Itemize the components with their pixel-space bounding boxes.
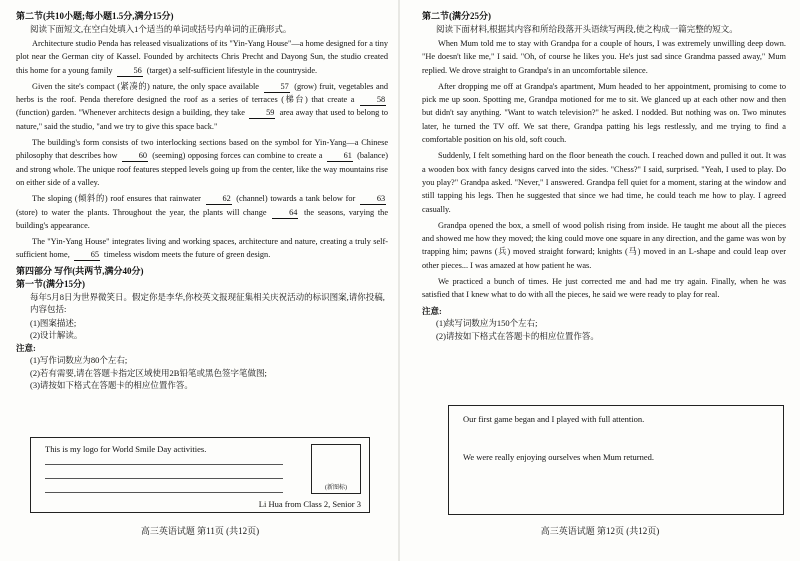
- passage-paragraph-3: The building's form consists of two interlocking sections based on the symbol for Yin-Yang—a Chinese philosophy that describes how 60 (seeming) opposing forces can combine to create a 61 (balance) and strong whole. The unique roof features stepped levels going up from the center, like the way mountains rise on either side of a valley.: [16, 138, 388, 187]
- passage-paragraph-2: Given the site's compact (紧凑的) nature, the only space available 57 (grow) fruit, vegetables and herbs is the roof. Penda therefore designed the roof as a series of terraces (梯台) that create a 58 (function) garden. "Whenever architects design a building, they take 59 area away that used to belong to nature," said the studio, "and we try to give this space back.": [16, 81, 389, 131]
- passage-paragraph-1: Architecture studio Penda has released visualizations of its "Yin-Yang House"—a home designed for a tiny plot near the German city of Kassel. Founded by architects Chris Precht and Dayong Sun, the studio created this home for a young family 56 (target) a self-sufficient lifestyle in the countryside.: [16, 39, 388, 75]
- story-paragraph: We practiced a bunch of times. He just corrected me and had me try again. Finally, when he was satisfied that I knew what to do with all the pieces, he said we were ready to play for real.: [422, 277, 786, 300]
- note-item: (1)写作词数应为80个左右;: [30, 355, 128, 366]
- writing-line: [45, 478, 283, 479]
- instruction: 阅读下面短文,在空白处填入1个适当的单词或括号内单词的正确形式。: [30, 24, 292, 34]
- story-paragraph: Suddenly, I felt something hard on the floor beneath the couch. I reached down and pulled it out. It was a wooden box with fancy designs carved into the sides. "Chess?" I said, surprised. "Yeah, I used to play. Do you play?" Grandpa asked. "Never," I answered. Grandpa fell quiet for a moment, staring at the window and still tapping his legs. Then he suggested that since we had time, he could teach me how to play. I agreed casually.: [422, 151, 786, 214]
- blank-64: 64: [272, 208, 298, 219]
- section-heading: 第二节(共10小题;每小题1.5分,满分15分): [16, 11, 174, 21]
- page-footer: 高三英语试题 第12页 (共12页): [540, 526, 660, 536]
- passage-paragraph-5: The "Yin-Yang House" integrates living and working spaces, architecture and nature, creating a truly self-sufficient home, 65 timeless wisdom meets the future of green design.: [16, 237, 388, 260]
- paragraph-starter-2: We were really enjoying ourselves when Mum returned.: [463, 452, 654, 462]
- story-paragraph: When Mum told me to stay with Grandpa for a couple of hours, I was extremely unwilling deep down. "He doesn't like me," I said. "Oh, of course he likes you. He's just sad since Grandma passed away," Mum replied. We drove straight to Grandpa's in an uncomfortable silence.: [422, 39, 786, 75]
- answer-box-logo: [30, 437, 370, 513]
- blank-65: 65: [74, 250, 100, 261]
- writing-task: 每年5月8日为世界微笑日。假定你是李华,你校英文报现征集相关庆祝活动的标识图案,请你投稿,内容包括:: [30, 291, 385, 314]
- note-heading: 注意:: [422, 305, 442, 316]
- passage-paragraph-4: The sloping (倾斜的) roof ensures that rainwater 62 (channel) towards a tank below for 63 (store) to water the plants. Throughout the year, the plants will change 64 the seasons, varying the building's appearance.: [16, 194, 389, 230]
- note-item: (2)请按如下格式在答题卡的相应位置作答。: [436, 330, 599, 341]
- answer-box-continuation: [448, 405, 784, 515]
- blank-57: 57: [264, 82, 290, 93]
- blank-61: 61: [327, 151, 353, 162]
- part-heading: 第四部分 写作(共两节,满分40分): [16, 265, 144, 276]
- section-heading: 第二节(满分25分): [422, 11, 491, 21]
- answer-box-prompt: This is my logo for World Smile Day activities.: [45, 444, 207, 454]
- blank-56: 56: [117, 66, 143, 77]
- blank-59: 59: [249, 108, 275, 119]
- logo-drawing-box: [311, 444, 361, 494]
- blank-62: 62: [206, 194, 232, 205]
- note-item: (2)若有需要,请在答题卡指定区域使用2B铅笔或黑色签字笔做图;: [30, 367, 267, 378]
- writing-line: [45, 464, 283, 465]
- instruction: 阅读下面材料,根据其内容和所给段落开头语续写两段,使之构成一篇完整的短文。: [436, 24, 738, 34]
- logo-box-label: (新图标): [325, 485, 347, 491]
- note-item: (3)请按如下格式在答题卡的相应位置作答。: [30, 380, 193, 391]
- paragraph-starter-1: Our first game began and I played with full attention.: [463, 414, 645, 424]
- task-item: (1)图案描述;: [30, 317, 77, 328]
- section-heading-writing: 第一节(满分15分): [16, 278, 85, 289]
- blank-63: 63: [360, 194, 386, 205]
- page-footer: 高三英语试题 第11页 (共12页): [140, 526, 260, 536]
- note-heading: 注意:: [16, 342, 36, 353]
- blank-60: 60: [122, 151, 148, 162]
- story-paragraph: Grandpa opened the box, a smell of wood polish rising from inside. He taught me about all the pieces and showed me how they moved; the king could move one square in any direction, and the game was won by trapping him; pawns (兵) moved straight forward; knights (马) moved in an L-shape and could leap over other pieces... I was amazed at how patient he was.: [422, 220, 786, 270]
- writing-line: [45, 492, 283, 493]
- task-item: (2)设计解读。: [30, 330, 83, 341]
- blank-58: 58: [360, 95, 386, 106]
- story-paragraph: After dropping me off at Grandpa's apartment, Mum headed to her appointment, promising to come to pick me up soon. Spotting me, Grandpa motioned for me to sit. We glanced up at each other now and then but didn't say anything. "Want to watch television?" he asked. I nodded. But nothing was on. Two minutes later, he turned the TV off. We sat there, Grandpa patting his legs restlessly, and me trying to find a comfortable position on his old, soft couch.: [422, 81, 786, 145]
- signature: Li Hua from Class 2, Senior 3: [258, 499, 361, 509]
- note-item: (1)续写词数应为150个左右;: [436, 318, 538, 329]
